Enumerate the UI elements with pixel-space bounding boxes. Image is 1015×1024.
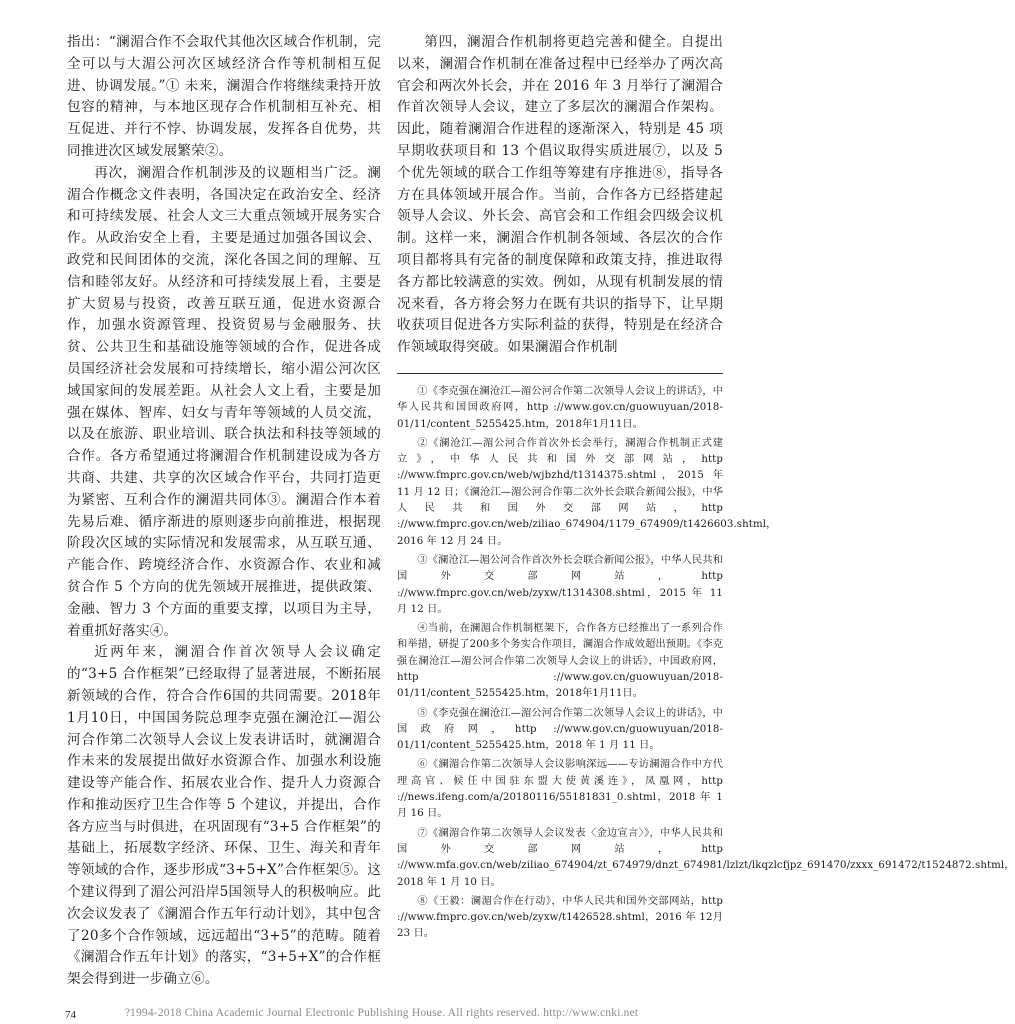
footnote: ⑥《澜湄合作第二次领导人会议影响深远——专访澜湄合作中方代理高官、候任中国驻东盟大使黄溪连》，凤凰网，http ://news.ifeng.com/a/20180116/55181831_0.shtml，2018 年 1 月 16 日。	[397, 759, 723, 820]
footnote: ②《澜沧江—湄公河合作首次外长会举行，澜湄合作机制正式建立》，中华人民共和国外交部网站，http ://www.fmprc.gov.cn/web/wjbzhd/t1314375.shtml，2015 年 11 月 12 日；《澜沧江—湄公河合作第二次外长会联合新闻公报》，中华人民共和国外交部网站，http ://www.fmprc.gov.cn/web/ziliao_674904/1179_674909/t1426603.shtml，2016 年 12 月 24 日。	[397, 437, 777, 547]
footnote-divider	[397, 373, 723, 374]
copyright-footer: ?1994-2018 China Academic Journal Electronic Publishing House. All rights reserved. http://www.cnki.net	[124, 1007, 639, 1019]
footnotes	[397, 384, 1015, 943]
page-number: 74	[65, 1009, 76, 1021]
body-paragraph: 再次，澜湄合作机制涉及的议题相当广泛。澜湄合作概念文件表明，各国决定在政治安全、经济和可持续发展、社会人文三大重点领域开展务实合作。从政治安全上看，主要是通过加强各国议会、政党和民间团体的交流，深化各国之间的理解、互信和睦邻友好。从经济和可持续发展上看，主要是扩大贸易与投资，改善互联互通，促进水资源合作，加强水资源管理、投资贸易与金融服务、扶贫、公共卫生和基础设施等领域的合作，促进各成员国经济社会发展和可持续增长，缩小湄公河次区域国家间的发展差距。从社会人文上看，主要是加强在媒体、智库、妇女与青年等领域的人员交流，以及在旅游、职业培训、联合执法和科技等领域的合作。各方希望通过将澜湄合作机制建设成为各方共商、共建、共享的次区域合作平台，共同打造更为紧密、互利合作的澜湄共同体③。澜湄合作本着先易后难、循序渐进的原则逐步向前推进，根据现阶段次区域的实际情况和发展需求，从互联互通、产能合作、跨境经济合作、水资源合作、农业和减贫合作 5 个方向的优先领域开展推进，提供政策、金融、智力 3 个方面的重要支撑，以项目为主导，着重抓好落实④。	[67, 164, 381, 639]
footnote: ①《李克强在澜沧江—湄公河合作第二次领导人会议上的讲话》，中华人民共和国国政府网，http ://www.gov.cn/guowuyuan/2018-01/11/content_5255425.htm，2018年1月11日。	[397, 385, 723, 430]
left-column	[67, 32, 381, 991]
footnote: ⑧《王毅：澜湄合作在行动》，中华人民共和国外交部网站，http ://www.fmprc.gov.cn/web/zyxw/t1426528.shtml，2016 年 12月23 日。	[397, 895, 723, 940]
body-paragraph: 指出：“澜湄合作不会取代其他次区域合作机制，完全可以与大湄公河次区域经济合作等机制相互促进、协调发展。”① 未来，澜湄合作将继续秉持开放包容的精神，与本地区现存合作机制相互补充、相互促进、并行不悖、协调发展，发挥各自优势，共同推进次区域发展繁荣②。	[67, 34, 381, 159]
footnote: ④当前，在澜湄合作机制框架下，合作各方已经推出了一系列合作和举措，研提了200多个务实合作项目，澜湄合作成效超出预期。《李克强在澜沧江—湄公河合作第二次领导人会议上的讲话》，中国政府网，http ://www.gov.cn/guowuyuan/2018-01/11/content_5255425.htm，2018年1月11日。	[397, 623, 723, 700]
footnote: ③《澜沧江—湄公河合作首次外长会联合新闻公报》，中华人民共和国外交部网站，http ://www.fmprc.gov.cn/web/zyxw/t1314308.shtml，2015 年 11 月 12 日。	[397, 554, 723, 615]
footnote: ⑤《李克强在澜沧江—湄公河合作第二次领导人会议上的讲话》，中国政府网，http ://www.gov.cn/guowuyuan/2018-01/11/content_5255425.htm，2018 年 1 月 11 日。	[397, 707, 723, 752]
footnote: ⑦《澜湄合作第二次领导人会议发表〈金边宣言〉》，中华人民共和国外交部网站，http ://www.mfa.gov.cn/web/ziliao_674904/zt_674979/dnzt_674981/lzlzt/lkqzlcfjpz_691470/zxxx_691472/t1524872.shtml，2018 年 1 月 10 日。	[397, 827, 1015, 888]
right-column	[397, 32, 1015, 946]
body-paragraph: 第四，澜湄合作机制将更趋完善和健全。自提出以来，澜湄合作机制在准备过程中已经举办了两次高官会和两次外长会，并在 2016 年 3 月举行了澜湄合作首次领导人会议，建立了多层次的澜湄合作架构。因此，随着澜湄合作进程的逐渐深入，特别是 45 项早期收获项目和 13 个倡议取得实质进展⑦，以及 5 个优先领域的联合工作组等筹建有序推进⑧，指导各方在具体领域开展合作。当前，合作各方已经搭建起领导人会议、外长会、高官会和工作组会四级会议机制。这样一来，澜湄合作机制各领域、各层次的合作项目都将具有完备的制度保障和政策支持，推进取得各方都比较满意的实效。例如，从现有机制发展的情况来看，各方将会努力在既有共识的指导下，让早期收获项目促进各方实际利益的获得，特别是在经济合作领域取得突破。如果澜湄合作机制	[397, 34, 723, 356]
body-paragraph: 近两年来，澜湄合作首次领导人会议确定的“3+5 合作框架”已经取得了显著进展，不断拓展新领域的合作，符合合作6国的共同需要。2018年1月10日，中国国务院总理李克强在澜沧江—湄公河合作第二次领导人会议上发表讲话时，就澜湄合作未来的发展提出做好水资源合作、加强水利设施建设等产能合作、拓展农业合作、提升人力资源合作和推动医疗卫生合作等 5 个建议，并提出，合作各方应当与时俱进，在巩固现有“3+5 合作框架”的基础上，拓展数字经济、环保、卫生、海关和青年等领域的合作，逐步形成“3+5+X”合作框架⑤。这个建议得到了湄公河沿岸5国领导人的积极响应。此次会议发表了《澜湄合作五年行动计划》，其中包含了20多个合作领域，远远超出“3+5”的范畴。随着《澜湄合作五年计划》的落实，“3+5+X”的合作框架会得到进一步确立⑥。	[67, 644, 381, 988]
